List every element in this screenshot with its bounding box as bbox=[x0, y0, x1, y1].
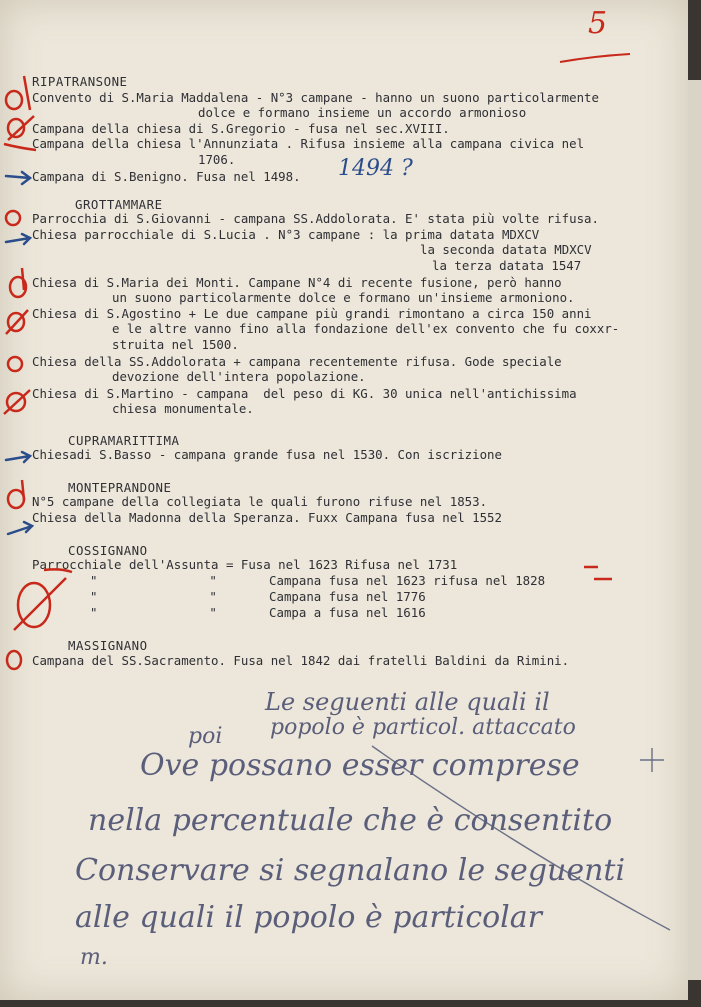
typed-line: Parrocchia di S.Giovanni - campana SS.Addolorata. E' stata più volte rifusa. bbox=[32, 211, 599, 226]
page-number: 5 bbox=[588, 6, 608, 41]
typed-line: 1706. bbox=[198, 152, 236, 167]
typed-line: " " Campana fusa nel 1623 rifusa nel 1828 bbox=[90, 573, 546, 588]
typed-line: devozione dell'intera popolazione. bbox=[112, 369, 366, 384]
typed-line: Chiesa della SS.Addolorata + campana recentemente rifusa. Gode speciale bbox=[32, 354, 562, 369]
handwritten-line: alle quali il popolo è particolar bbox=[75, 900, 543, 935]
typed-line: Chiesa di S.Maria dei Monti. Campane N°4 di recente fusione, però hanno bbox=[32, 275, 562, 290]
handwritten-line: Conservare si segnalano le seguenti bbox=[75, 853, 626, 888]
typed-line: e le altre vanno fino alla fondazione dell'ex convento che fu coxxr- bbox=[112, 321, 620, 336]
typed-line: " " Campa a fusa nel 1616 bbox=[90, 605, 426, 620]
typed-line: Convento di S.Maria Maddalena - N°3 campane - hanno un suono particolarmente bbox=[32, 90, 599, 105]
typed-line: Chiesa parrocchiale di S.Lucia . N°3 campane : la prima datata MDXCV bbox=[32, 227, 540, 242]
handwritten-line: poi bbox=[188, 724, 223, 749]
typed-line: la terza datata 1547 bbox=[432, 258, 582, 273]
typed-line: la seconda datata MDXCV bbox=[420, 242, 592, 257]
typed-line: struita nel 1500. bbox=[112, 337, 239, 352]
typed-line: N°5 campane della collegiata le quali furono rifuse nel 1853. bbox=[32, 494, 488, 509]
typed-line: chiesa monumentale. bbox=[112, 401, 254, 416]
typed-line: " " Campana fusa nel 1776 bbox=[90, 589, 426, 604]
place-heading: COSSIGNANO bbox=[68, 543, 148, 558]
handwritten-line: popolo è particol. attaccato bbox=[270, 715, 576, 740]
typed-line: Chiesa della Madonna della Speranza. Fuxx Campana fusa nel 1552 bbox=[32, 510, 502, 525]
typed-line: dolce e formano insieme un accordo armonioso bbox=[198, 105, 527, 120]
handwritten-line: Ove possano esser comprese bbox=[140, 748, 580, 783]
typed-line: Chiesa di S.Martino - campana del peso di KG. 30 unica nell'antichissima bbox=[32, 386, 577, 401]
handwritten-line: m. bbox=[80, 945, 108, 970]
place-heading: MONTEPRANDONE bbox=[68, 480, 172, 495]
typed-line: Chiesadi S.Basso - campana grande fusa nel 1530. Con iscrizione bbox=[32, 447, 502, 462]
handwritten-line: Le seguenti alle quali il bbox=[265, 688, 550, 716]
handwritten-line: nella percentuale che è consentito bbox=[88, 803, 613, 838]
typed-line: Campana del SS.Sacramento. Fusa nel 1842 dai fratelli Baldini da Rimini. bbox=[32, 653, 570, 668]
typed-line: Chiesa di S.Agostino + Le due campane più grandi rimontano a circa 150 anni bbox=[32, 306, 592, 321]
typed-line: Campana della chiesa l'Annunziata . Rifusa insieme alla campana civica nel bbox=[32, 136, 585, 151]
typed-line: un suono particolarmente dolce e formano un'insieme armoniono. bbox=[112, 290, 575, 305]
place-heading: CUPRAMARITTIMA bbox=[68, 433, 180, 448]
place-heading: MASSIGNANO bbox=[68, 638, 148, 653]
place-heading: RIPATRANSONE bbox=[32, 74, 128, 89]
typed-line: Campana di S.Benigno. Fusa nel 1498. bbox=[32, 169, 301, 184]
typed-line: Campana della chiesa di S.Gregorio - fusa nel sec.XVIII. bbox=[32, 121, 450, 136]
blue-handwritten-note: 1494 ? bbox=[338, 156, 413, 181]
typed-line: Parrocchiale dell'Assunta = Fusa nel 1623 Rifusa nel 1731 bbox=[32, 557, 458, 572]
place-heading: GROTTAMMARE bbox=[75, 197, 163, 212]
